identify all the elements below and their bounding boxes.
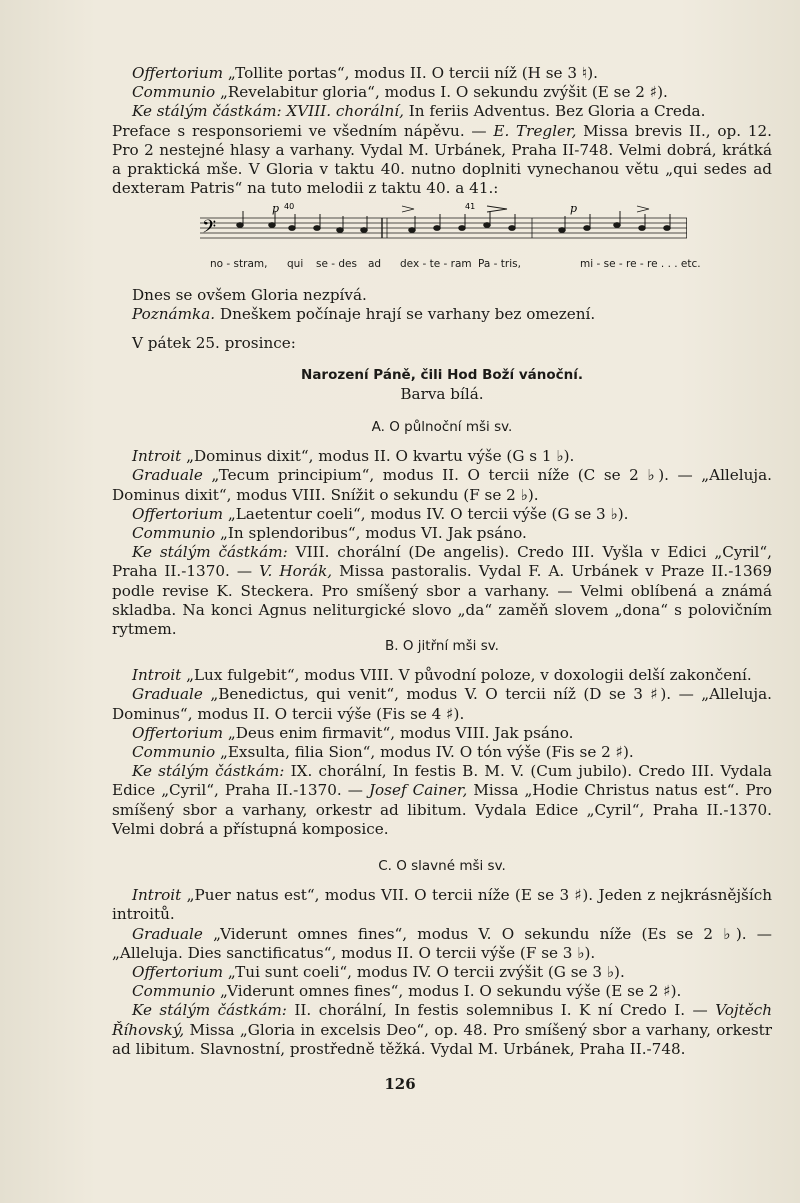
page-number: 126 [384, 1075, 416, 1093]
section-a-graduale: Graduale „Tecum principium“, modus II. O tercii níže (C se 2 ♭). — „Alleluja. Dominus dixit“, modus VIII. Snížit o sekundu (F se 2 ♭). [112, 466, 772, 504]
section-b-introit: Introit „Lux fulgebit“, modus VIII. V původní poloze, v doxologii delší zakončení. [132, 666, 752, 685]
text-block-middle [112, 286, 772, 354]
section-c-stale-castky: Ke stálým částkám: II. chorální, In festis solemnibus I. K ní Credo I. — Vojtěch Říhovský, Missa „Gloria in excelsis Deo“, op. 48. Pro smíšený sbor a varhany, orkestr ad libitum. Slavnostní, prostředně těžká. Vydal M. Urbánek, Praha II.-748. [112, 1001, 773, 1058]
section-a-stale-castky: Ke stálým částkám: VIII. chorální (De angelis). Credo III. Vyšla v Edici „Cyril“, Praha II.-1370. — V. Horák, Missa pastoralis. Vydal F. A. Urbánek v Praze II.-1369 podle revise K. Steckera. Pro smíšený sbor a varhany. — Velmi oblíbená a známá skladba. Na konci Agnus neliturgické slovo „da“ zaměň slovem „dona“ s polovičním rytmem. [112, 543, 773, 639]
date-line: V pátek 25. prosince: [132, 334, 296, 353]
stale-castky-line: Ke stálým částkám: XVIII. chorální, In feriis Adventus. Bez Gloria a Creda. [132, 102, 706, 121]
section-a [112, 418, 772, 639]
section-c [112, 857, 772, 1059]
section-a-introit: Introit „Dominus dixit“, modus II. O kvartu výše (G s 1 ♭). [132, 447, 575, 466]
lyric-6: Pa - tris, [478, 258, 521, 270]
accent-marks [402, 206, 649, 212]
section-b-communio: Communio „Exsulta, filia Sion“, modus IV. O tón výše (Fis se 2 ♯). [132, 743, 634, 762]
text-block-top [112, 64, 772, 198]
lyric-1: no - stram, [210, 258, 268, 270]
section-c-offertorium: Offertorium „Tui sunt coeli“, modus IV. O tercii zvýšit (G se 3 ♭). [132, 963, 625, 982]
section-c-graduale: Graduale „Viderunt omnes fines“, modus V. O sekundu níže (Es se 2 ♭). — „Alleluja. Dies sanctificatus“, modus II. O tercii výše (F se 3 ♭). [112, 924, 772, 962]
offertorium-line: Offertorium „Tollite portas“, modus II. O tercii níž (H se 3 ♮). [132, 64, 599, 82]
feast-block [112, 366, 772, 404]
lyric-5: dex - te - ram [400, 258, 472, 270]
section-a-heading: A. O půlnoční mši sv. [371, 419, 513, 435]
poznamka-note: Poznámka. Dneškem počínaje hrají se varhany bez omezení. [132, 305, 596, 324]
lyric-3: se - des [316, 258, 357, 270]
bar-number-40: 40 [284, 202, 295, 211]
bass-clef-icon: 𝄢 [202, 217, 217, 242]
preface-paragraph: Preface s responsoriemi ve všedním nápěvu. — E. Tregler, Missa brevis II., op. 12. Pro 2 nestejné hlasy a varhany. Vydal M. Urbánek, Praha II-748. Velmi dobrá, krátká a praktická mše. V Gloria v taktu 40. nutno doplniti vynechanou větu „qui sedes ad dexteram Patris“ na tuto melodii z taktu 40. a 41.: [112, 121, 772, 198]
communio-line: Communio „Revelabitur gloria“, modus I. O sekundu zvýšit (E se 2 ♯). [132, 83, 668, 102]
section-c-heading: C. O slavné mši sv. [378, 858, 506, 874]
notes [237, 211, 671, 232]
dynamic-p-second: p [570, 202, 578, 215]
section-b-heading: B. O jitřní mši sv. [385, 638, 499, 654]
section-c-communio: Communio „Viderunt omnes fines“, modus I. O sekundu výše (E se 2 ♯). [132, 982, 682, 1001]
dynamic-p-first: p [272, 202, 280, 215]
feast-title: Narození Páně, čili Hod Boží vánoční. [301, 367, 583, 383]
feast-color: Barva bílá. [400, 385, 484, 404]
bar-number-41: 41 [465, 202, 476, 211]
section-a-communio: Communio „In splendoribus“, modus VI. Jak psáno. [132, 524, 527, 543]
lyric-4: ad [368, 258, 382, 270]
section-b-graduale: Graduale „Benedictus, qui venit“, modus V. O tercii níž (D se 3 ♯). — „Alleluja. Dominus“, modus II. O tercii výše (Fis se 4 ♯). [112, 685, 772, 723]
section-b [112, 637, 772, 839]
section-b-stale-castky: Ke stálým částkám: IX. chorální, In festis B. M. V. (Cum jubilo). Credo III. Vydala Edice „Cyril“, Praha II.-1370. — Josef Cainer, Missa „Hodie Christus natus est“. Pro smíšený sbor a varhany, orkestr ad libitum. Vydala Edice „Cyril“, Praha II.-1370. Velmi dobrá a přístupná komposice. [112, 762, 772, 838]
gloria-note: Dnes se ovšem Gloria nezpívá. [132, 286, 367, 304]
section-b-offertorium: Offertorium „Deus enim firmavit“, modus VIII. Jak psáno. [132, 723, 574, 742]
lyric-7: mi - se - re - re . . . etc. [580, 258, 701, 270]
staff-lines [200, 218, 687, 238]
section-c-introit: Introit „Puer natus est“, modus VII. O tercii níže (E se 3 ♯). Jeden z nejkrásnějších introitů. [112, 886, 772, 924]
lyric-2: qui [287, 258, 304, 270]
section-a-offertorium: Offertorium „Laetentur coeli“, modus IV. O tercii výše (G se 3 ♭). [132, 504, 629, 523]
